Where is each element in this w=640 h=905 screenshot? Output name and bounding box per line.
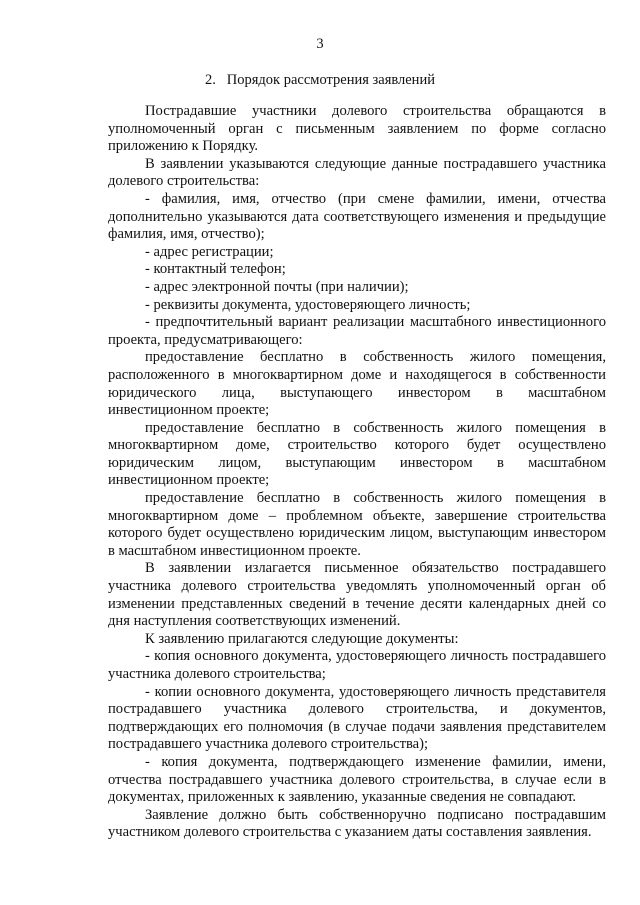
option-new-construction: предоставление бесплатно в собственность жилого помещения в многоквартирном доме, строительство которого будет осуществлено юридическим лицом, выступающим инвестором в масштабном инвестиционном проекте; (108, 419, 606, 489)
section-title: 2. Порядок рассмотрения заявлений (205, 72, 435, 88)
paragraph-obligation: В заявлении излагается письменное обязательство пострадавшего участника долевого строительства уведомлять уполномоченный орган об изменении представленных сведений в течение десяти календарных дней со дня наступления соответствующих изменений. (108, 560, 606, 630)
attachment-representative-docs: - копии основного документа, удостоверяющего личность представителя пострадавшего участника долевого строительства, и документов, подтверждающих его полномочия (в случае подачи заявления представителем пострадавшего участника долевого строительства); (108, 683, 606, 753)
list-item-email: - адрес электронной почты (при наличии); (145, 278, 409, 295)
paragraph-data-list-header: В заявлении указываются следующие данные пострадавшего участника долевого строительства: (108, 155, 606, 190)
option-existing-dwelling: предоставление бесплатно в собственность жилого помещения, расположенного в многоквартирном доме и находящегося в собственности юридического лица, выступающего инвестором в масштабном инвестиционном проекте; (108, 349, 606, 419)
list-item-preferred-option: - предпочтительный вариант реализации масштабного инвестиционного проекта, предусматривающего: (108, 314, 606, 348)
paragraph-intro: Пострадавшие участники долевого строительства обращаются в уполномоченный орган с письменным заявлением по форме согласно приложению к Порядку. (108, 103, 606, 155)
list-item-id-document: - реквизиты документа, удостоверяющего личность; (145, 296, 471, 313)
list-item-phone: - контактный телефон; (145, 261, 286, 278)
list-item-registration-address: - адрес регистрации; (145, 243, 274, 260)
paragraph-attachments-header: К заявлению прилагаются следующие документы: (145, 630, 459, 647)
paragraph-signature-requirement: Заявление должно быть собственноручно подписано пострадавшим участником долевого строительства с указанием даты составления заявления. (108, 806, 606, 841)
list-item-full-name: - фамилия, имя, отчество (при смене фамилии, имени, отчества дополнительно указываются дата соответствующего изменения и предыдущие фамилия, имя, отчество); (108, 190, 606, 243)
attachment-name-change-doc: - копия документа, подтверждающего изменение фамилии, имени, отчества пострадавшего участника долевого строительства, в случае если в документах, приложенных к заявлению, указанные сведения не совпадают. (108, 753, 606, 806)
attachment-id-copy: - копия основного документа, удостоверяющего личность пострадавшего участника долевого строительства; (108, 648, 606, 682)
body-text (108, 103, 606, 842)
option-problem-object: предоставление бесплатно в собственность жилого помещения в многоквартирном доме – проблемном объекте, завершение строительства которого будет осуществлено юридическим лицом, выступающим инвестором в масштабном инвестиционном проекте. (108, 490, 606, 559)
page-number: 3 (316, 36, 324, 52)
